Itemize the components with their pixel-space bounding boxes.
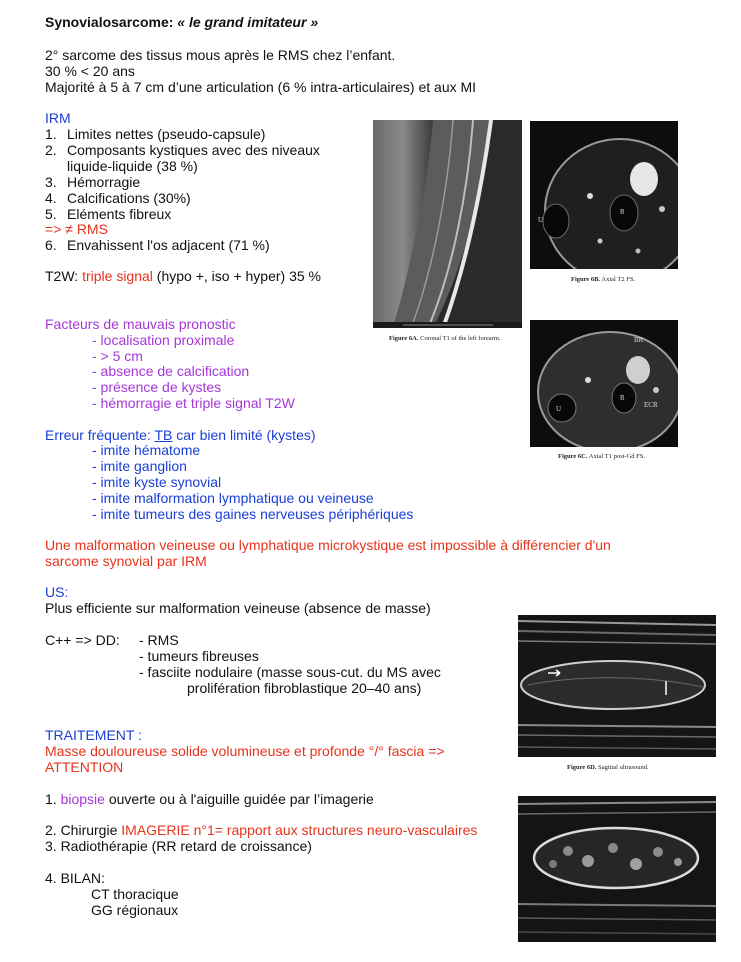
irm-item-5: 5. Eléments fibreux [45,206,172,222]
traitement-step-4: 4. BILAN: [45,870,105,886]
dd-continuation: prolifération fibroblastique 20–40 ans) [187,680,422,696]
error-heading: Erreur fréquente: TB car bien limité (kystes) [45,427,316,443]
irm-item-1: 1. Limites nettes (pseudo-capsule) [45,126,266,142]
intro-line-3: Majorité à 5 à 7 cm d’une articulation (6 % intra-articulaires) et aux MI [45,79,477,95]
irm-item-6: 6. Envahissent l'os adjacent (71 %) [45,237,270,253]
irm-item-3: 3. Hémorragie [45,174,141,190]
t2w-line: T2W: triple signal (hypo +, iso + hyper) 35 % [45,268,321,284]
dd-item: - fasciite nodulaire (masse sous-cut. du MS avec [139,664,441,680]
fig6c-label-ecr: ECR [644,401,658,409]
figure-6a-image [373,120,522,328]
fig6c-label-r: R [620,394,625,402]
figure-6b-image [530,121,678,269]
bilan-item: CT thoracique [91,886,179,902]
t2w-highlight: triple signal [82,268,153,284]
title-bold: Synovialosarcome: [45,14,178,30]
intro-line-2: 30 % < 20 ans [45,63,135,79]
error-item: - imite tumeurs des gaines nerveuses périphériques [92,506,414,522]
dd-item: - tumeurs fibreuses [139,648,259,664]
irm-item-4: 4. Calcifications (30%) [45,190,191,206]
warning-line-2: sarcome synovial par IRM [45,553,207,569]
dd-label: C++ => DD: [45,632,120,648]
irm-heading: IRM [45,110,71,126]
irm-item-2: 2. Composants kystiques avec des niveaux [45,142,320,158]
prognostic-item: - présence de kystes [92,379,222,395]
irm-arrow-rms: => ≠ RMS [45,221,108,237]
ultrasound-image-2 [518,796,716,942]
imagerie-highlight: IMAGERIE n°1= rapport aux structures neuro-vasculaires [121,822,478,838]
us-heading: US: [45,584,69,600]
figure-6d-caption: Figure 6D. Sagittal ultrasound. [567,764,649,771]
figure-6d-image [518,615,716,757]
prognostic-item: - > 5 cm [92,348,143,364]
dd-item: - RMS [139,632,179,648]
title-italic: « le grand imitateur » [177,14,319,30]
biopsie-highlight: biopsie [60,791,105,807]
traitement-step-3: 3. Radiothérapie (RR retard de croissance) [45,838,312,854]
error-item: - imite malformation lymphatique ou veineuse [92,490,374,506]
traitement-heading: TRAITEMENT : [45,727,142,743]
prognostic-heading: Facteurs de mauvais pronostic [45,316,236,332]
irm-item-2-cont: liquide-liquide (38 %) [67,158,198,174]
prognostic-item: - hémorragie et triple signal T2W [92,395,295,411]
fig6b-label-u: U [538,216,544,224]
figure-6b-caption: Figure 6B. Axial T2 FS. [571,276,636,283]
intro-line-1: 2° sarcome des tissus mous après le RMS chez l’enfant. [45,47,396,63]
fig6b-label-r: R [620,208,625,216]
traitement-step-1: 1. biopsie ouverte ou à l'aiguille guidée par l’imagerie [45,791,374,807]
page-title [45,14,318,30]
prognostic-item: - localisation proximale [92,332,235,348]
prognostic-item: - absence de calcification [92,363,250,379]
error-item: - imite hématome [92,442,201,458]
figure-6c-image [530,320,678,447]
traitement-step-2: 2. Chirurgie IMAGERIE n°1= rapport aux structures neuro-vasculaires [45,822,478,838]
error-tb: TB [154,427,173,443]
fig6c-label-u: U [556,405,562,413]
bilan-item: GG régionaux [91,902,179,918]
warning-line-1: Une malformation veineuse ou lymphatique microkystique est impossible à différencier d'un [45,537,611,553]
error-item: - imite kyste synovial [92,474,222,490]
error-item: - imite ganglion [92,458,187,474]
us-text: Plus efficiente sur malformation veineuse (absence de masse) [45,600,431,616]
fig6c-label-br: BR [634,336,644,344]
figure-6c-caption: Figure 6C. Axial T1 post-Gd FS. [558,453,645,460]
traitement-warning-1: Masse douloureuse solide volumineuse et profonde °/° fascia => [45,743,445,759]
traitement-warning-2: ATTENTION [45,759,124,775]
figure-6a-caption: Figure 6A. Coronal T1 of the left forearm. [389,335,501,342]
